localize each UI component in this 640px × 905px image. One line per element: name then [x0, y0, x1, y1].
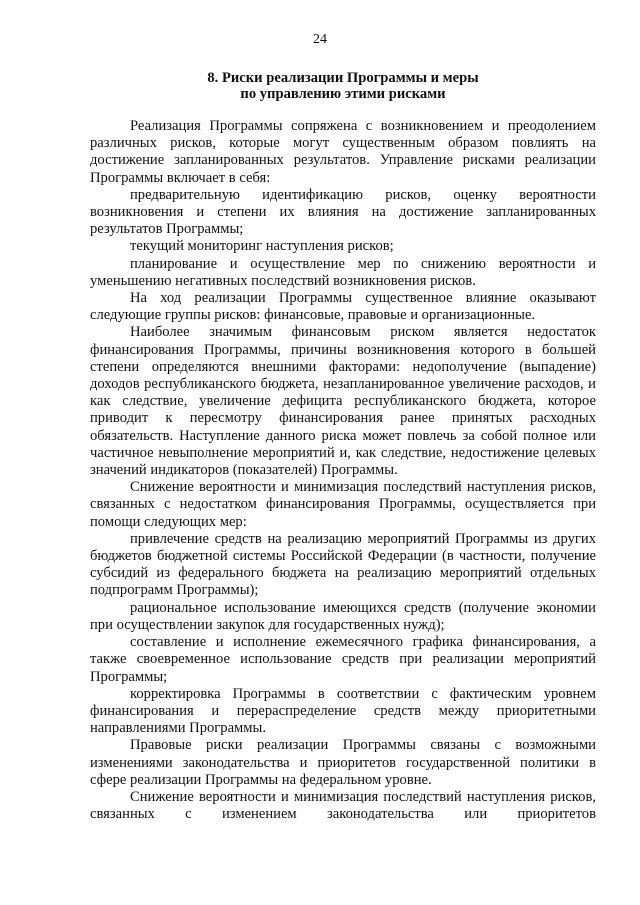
section-heading	[90, 70, 596, 102]
section-heading-line-2: по управлению этими рисками	[240, 86, 446, 102]
paragraph: составление и исполнение ежемесячного графика финансирования, а также своевременное использование средств при реализации мероприятий Программы;	[90, 634, 596, 685]
paragraph: привлечение средств на реализацию мероприятий Программы из других бюджетов бюджетной системы Российской Федерации (в частности, получение субсидий из федерального бюджета на реализацию мероприятий отдельных подпрограмм Программы);	[90, 530, 596, 599]
paragraph: Снижение вероятности и минимизация последствий наступления рисков, связанных с изменением законодательства или приоритетов	[90, 788, 596, 823]
paragraph: текущий мониторинг наступления рисков;	[130, 238, 394, 255]
paragraph: Правовые риски реализации Программы связаны с возможными изменениями законодательства и приоритетов государственной политики в сфере реализации Программы на федеральном уровне.	[90, 737, 596, 788]
paragraph: планирование и осуществление мер по снижению вероятности и уменьшению негативных последствий возникновения рисков.	[90, 255, 596, 289]
paragraph: Реализация Программы сопряжена с возникновением и преодолением различных рисков, которые могут существенным образом повлиять на достижение запланированных результатов. Управление рисками реализации Программы включает в себя:	[90, 118, 596, 186]
document-body	[90, 118, 596, 823]
paragraph: рациональное использование имеющихся средств (получение экономии при осуществлении закупок для государственных нужд);	[90, 599, 596, 633]
paragraph: На ход реализации Программы существенное влияние оказывают следующие группы рисков: финансовые, правовые и организационные.	[90, 290, 596, 324]
section-heading-line-1: 8. Риски реализации Программы и меры	[207, 70, 479, 86]
paragraph: Снижение вероятности и минимизация последствий наступления рисков, связанных с недостатком финансирования Программы, осуществляется при помощи следующих мер:	[90, 479, 596, 530]
paragraph: корректировка Программы в соответствии с фактическим уровнем финансирования и перераспределение средств между приоритетными направлениями Программы.	[90, 685, 596, 737]
paragraph: предварительную идентификацию рисков, оценку вероятности возникновения и степени их влияния на достижение запланированных результатов Программы;	[90, 186, 596, 238]
paragraph: Наиболее значимым финансовым риском является недостаток финансирования Программы, причины возникновения которого в большей степени определяются внешними факторами: недополучение (выпадение) доходов республиканского бюджета, незапланированное увеличение расходов, и как следствие, увеличение дефицита республиканского бюджета, которое приводит к пересмотру финансирования ранее принятых расходных обязательств. Наступление данного риска может повлечь за собой полное или частичное невыполнение мероприятий и, как следствие, недостижение целевых значений индикаторов (показателей) Программы.	[90, 324, 596, 479]
page-number: 24	[313, 32, 327, 47]
